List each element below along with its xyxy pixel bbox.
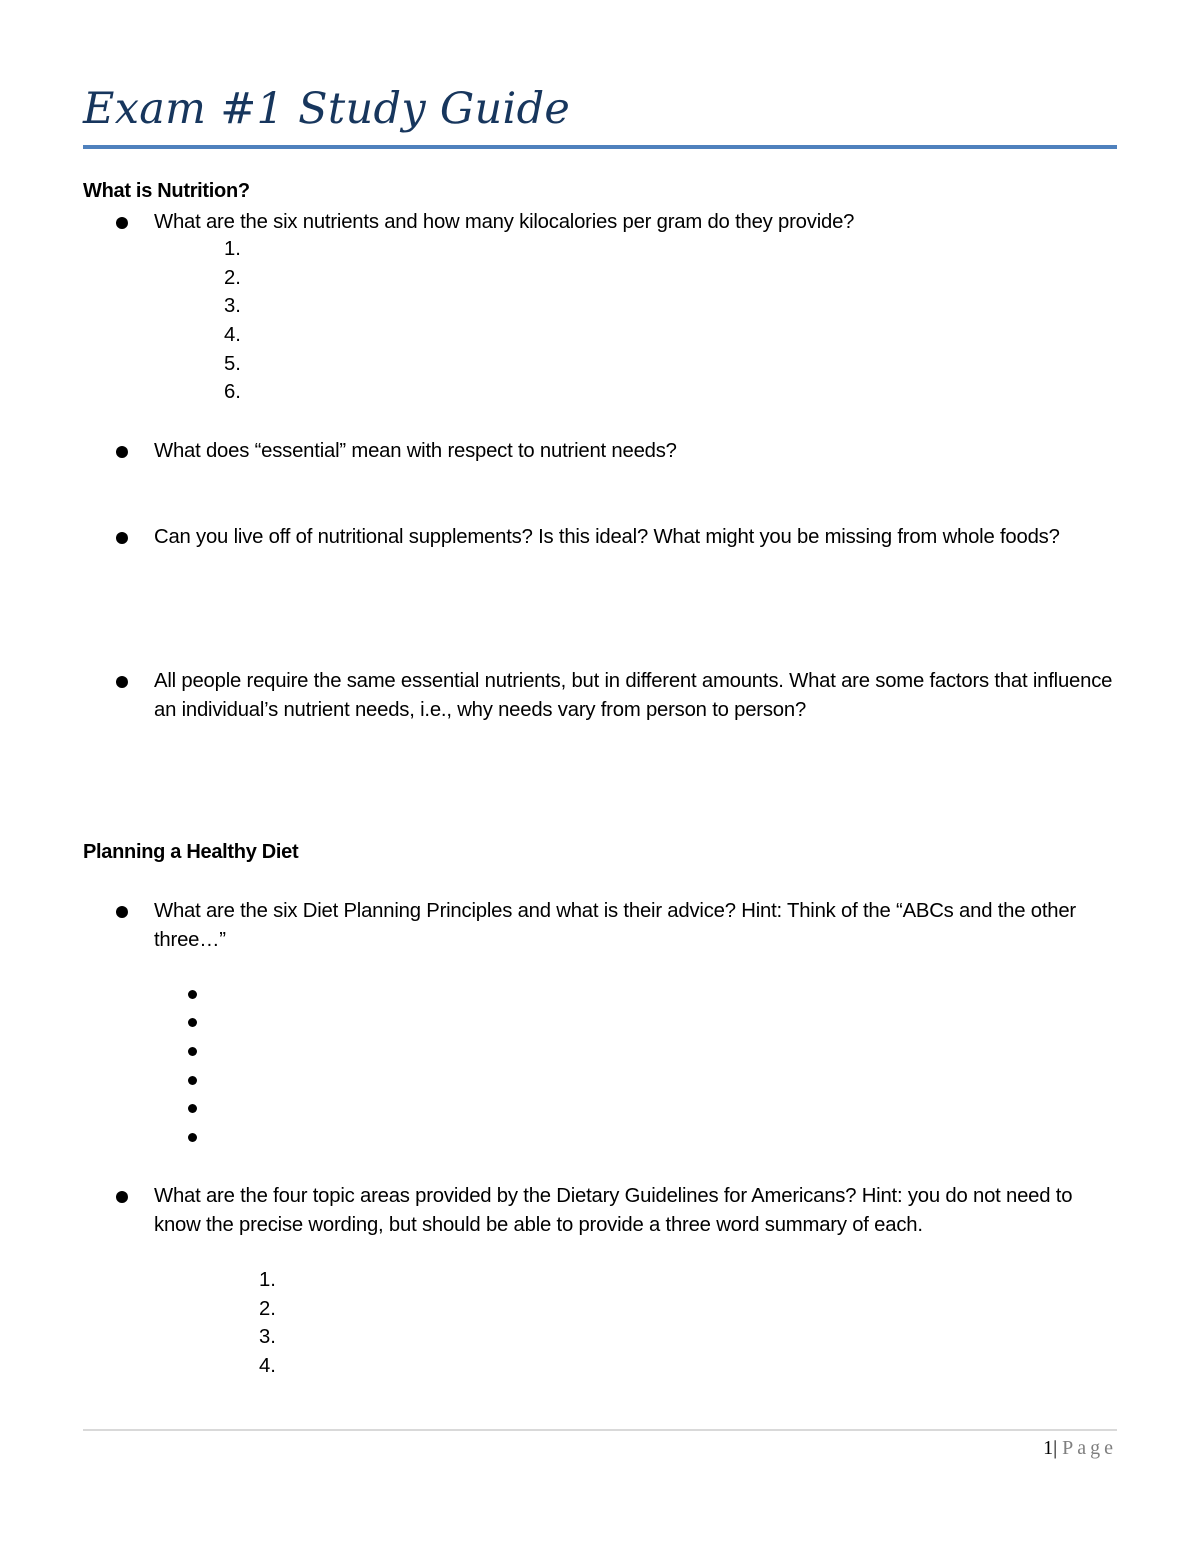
answer-number: 4.: [259, 1355, 276, 1377]
question-diet-principles: What are the six Diet Planning Principles and what is their advice? Hint: Think of the “ABCs and the other three…”: [154, 900, 1076, 951]
document-title: Exam #1 Study Guide: [83, 84, 571, 134]
answer-number: 6.: [224, 381, 241, 403]
sub-bullet-icon: [188, 1076, 197, 1085]
bullet-icon: [116, 1191, 128, 1203]
answer-number: 3.: [224, 295, 241, 317]
sub-bullet-icon: [188, 1047, 197, 1056]
sub-bullet-icon: [188, 1018, 197, 1027]
answer-number: 2.: [224, 267, 241, 289]
answer-number: 1.: [259, 1269, 276, 1291]
bullet-icon: [116, 217, 128, 229]
answer-number: 2.: [259, 1298, 276, 1320]
title-underline: [83, 145, 1117, 149]
question-dietary-guidelines: What are the four topic areas provided by the Dietary Guidelines for Americans? Hint: you do not need to know the precise wording, but should be able to provide a three word summary of each.: [154, 1185, 1073, 1236]
question-six-nutrients: What are the six nutrients and how many kilocalories per gram do they provide?: [154, 211, 855, 233]
bullet-icon: [116, 906, 128, 918]
section-heading-nutrition: What is Nutrition?: [83, 180, 250, 202]
sub-bullet-icon: [188, 1133, 197, 1142]
answer-number: 5.: [224, 353, 241, 375]
bullet-icon: [116, 446, 128, 458]
page-label: Page: [1062, 1437, 1117, 1459]
bullet-icon: [116, 676, 128, 688]
bullet-icon: [116, 532, 128, 544]
page-footer: [1043, 1437, 1117, 1460]
answer-number: 1.: [224, 238, 241, 260]
question-supplements: Can you live off of nutritional supplements? Is this ideal? What might you be missing from whole foods?: [154, 526, 1060, 548]
question-factors: All people require the same essential nutrients, but in different amounts. What are some factors that influence an individual’s nutrient needs, i.e., why needs vary from person to person?: [154, 670, 1113, 721]
footer-divider: [83, 1429, 1117, 1431]
section-heading-healthy-diet: Planning a Healthy Diet: [83, 841, 299, 863]
sub-bullet-icon: [188, 1104, 197, 1113]
answer-number: 4.: [224, 324, 241, 346]
footer-separator: |: [1053, 1437, 1058, 1459]
sub-bullet-icon: [188, 990, 197, 999]
question-essential: What does “essential” mean with respect to nutrient needs?: [154, 440, 677, 462]
page-number: 1: [1043, 1437, 1054, 1459]
answer-number: 3.: [259, 1326, 276, 1348]
